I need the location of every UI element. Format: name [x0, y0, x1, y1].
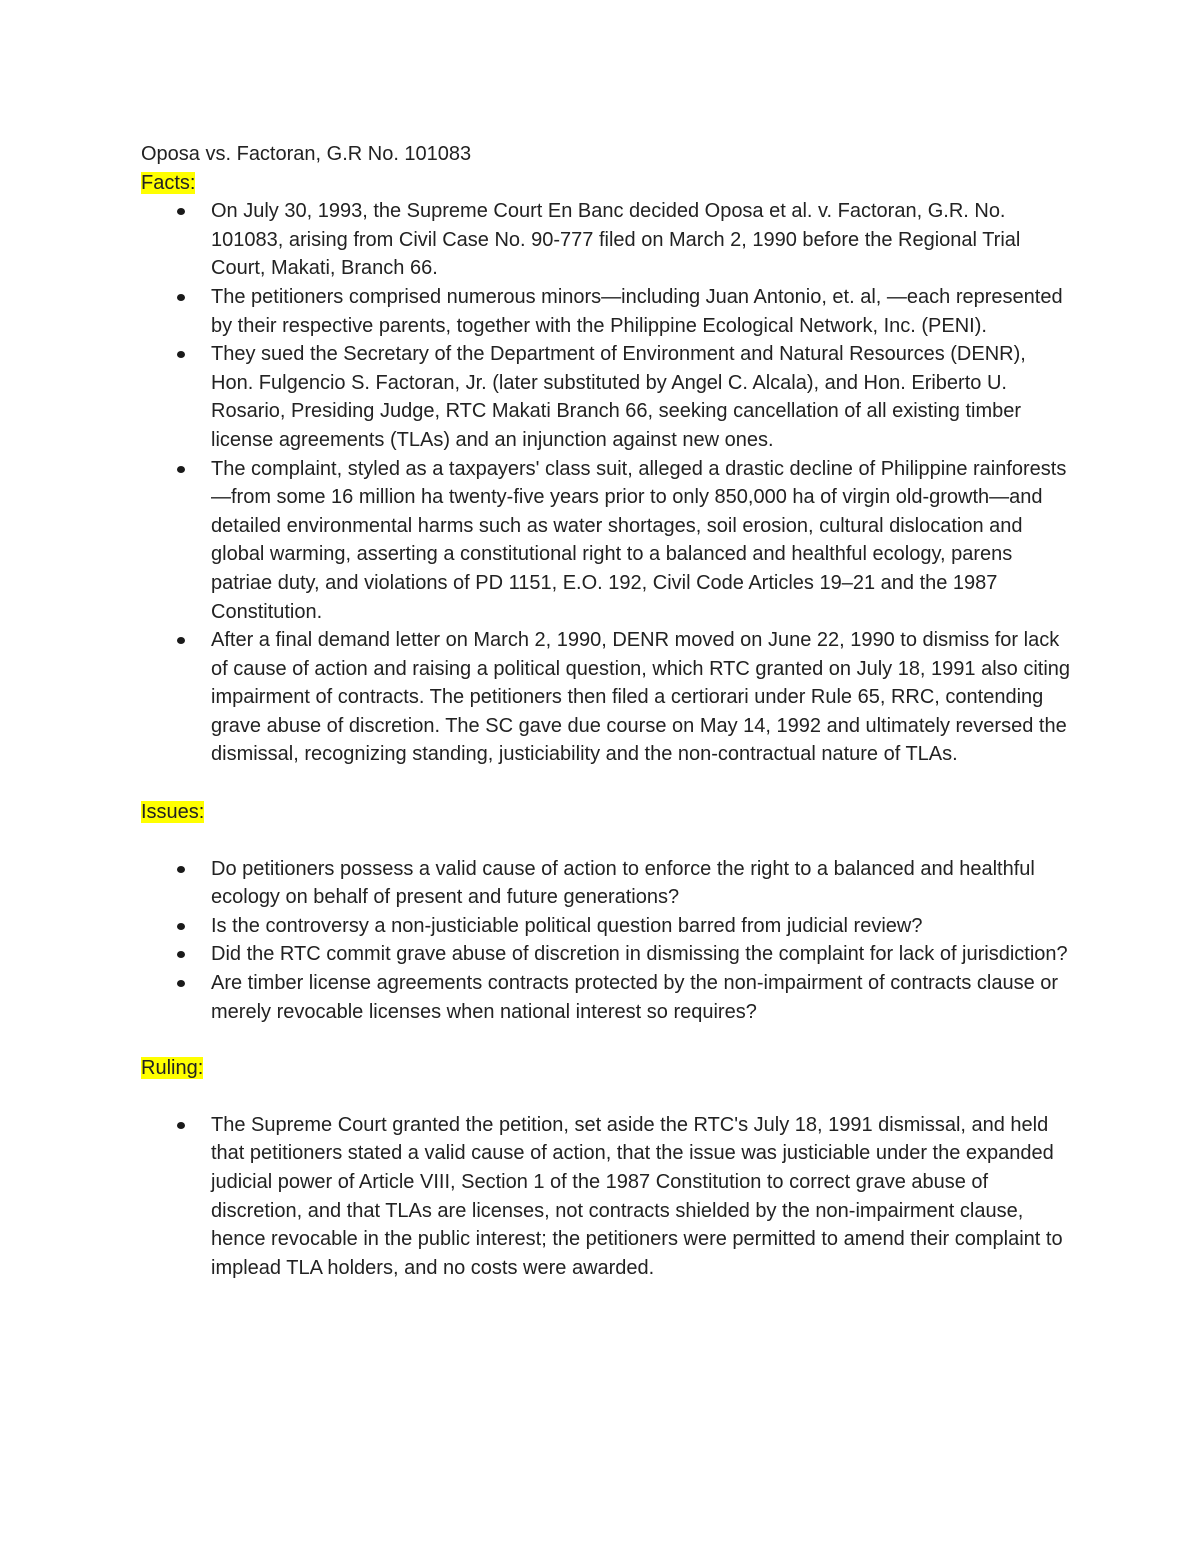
spacer	[141, 827, 1071, 855]
ruling-heading	[141, 1054, 1071, 1083]
list-item: The petitioners comprised numerous minors—including Juan Antonio, et. al, —each represented by their respective parents, together with the Philippine Ecological Network, Inc. (PENI).	[211, 283, 1071, 340]
issues-heading-highlight: Issues:	[141, 801, 205, 824]
list-item: The complaint, styled as a taxpayers' class suit, alleged a drastic decline of Philippine rainforests—from some 16 million ha twenty-five years prior to only 850,000 ha of virgin old-growth—and detailed environmental harms such as water shortages, soil erosion, cultural dislocation and global warming, asserting a constitutional right to a balanced and healthful ecology, parens patriae duty, and violations of PD 1151, E.O. 192, Civil Code Articles 19–21 and the 1987 Constitution.	[211, 455, 1071, 627]
document-page	[141, 140, 1071, 1282]
facts-heading-highlight: Facts:	[141, 171, 196, 194]
list-item: Are timber license agreements contracts protected by the non-impairment of contracts clause or merely revocable licenses when national interest so requires?	[211, 969, 1071, 1026]
issues-heading	[141, 798, 1071, 827]
list-item: The Supreme Court granted the petition, set aside the RTC's July 18, 1991 dismissal, and held that petitioners stated a valid cause of action, that the issue was justiciable under the expanded judicial power of Article VIII, Section 1 of the 1987 Constitution to correct grave abuse of discretion, and that TLAs are licenses, not contracts shielded by the non-impairment clause, hence revocable in the public interest; the petitioners were permitted to amend their complaint to implead TLA holders, and no costs were awarded.	[211, 1111, 1071, 1283]
spacer	[141, 769, 1071, 798]
list-item: Do petitioners possess a valid cause of action to enforce the right to a balanced and healthful ecology on behalf of present and future generations?	[211, 855, 1071, 912]
issues-list	[141, 855, 1071, 1027]
list-item: Is the controversy a non-justiciable political question barred from judicial review?	[211, 912, 1071, 941]
list-item: After a final demand letter on March 2, 1990, DENR moved on June 22, 1990 to dismiss for lack of cause of action and raising a political question, which RTC granted on July 18, 1991 also citing impairment of contracts. The petitioners then filed a certiorari under Rule 65, RRC, contending grave abuse of discretion. The SC gave due course on May 14, 1992 and ultimately reversed the dismissal, recognizing standing, justiciability and the non-contractual nature of TLAs.	[211, 626, 1071, 769]
list-item: On July 30, 1993, the Supreme Court En Banc decided Oposa et al. v. Factoran, G.R. No. 101083, arising from Civil Case No. 90-777 filed on March 2, 1990 before the Regional Trial Court, Makati, Branch 66.	[211, 197, 1071, 283]
spacer	[141, 1026, 1071, 1054]
document-title: Oposa vs. Factoran, G.R No. 101083	[141, 143, 472, 165]
facts-list	[141, 197, 1071, 769]
spacer	[141, 1083, 1071, 1111]
ruling-list	[141, 1111, 1071, 1283]
list-item: Did the RTC commit grave abuse of discretion in dismissing the complaint for lack of jurisdiction?	[211, 940, 1071, 969]
list-item: They sued the Secretary of the Department of Environment and Natural Resources (DENR), Hon. Fulgencio S. Factoran, Jr. (later substituted by Angel C. Alcala), and Hon. Eriberto U. Rosario, Presiding Judge, RTC Makati Branch 66, seeking cancellation of all existing timber license agreements (TLAs) and an injunction against new ones.	[211, 340, 1071, 454]
facts-heading	[141, 169, 1071, 198]
ruling-heading-highlight: Ruling:	[141, 1057, 204, 1080]
